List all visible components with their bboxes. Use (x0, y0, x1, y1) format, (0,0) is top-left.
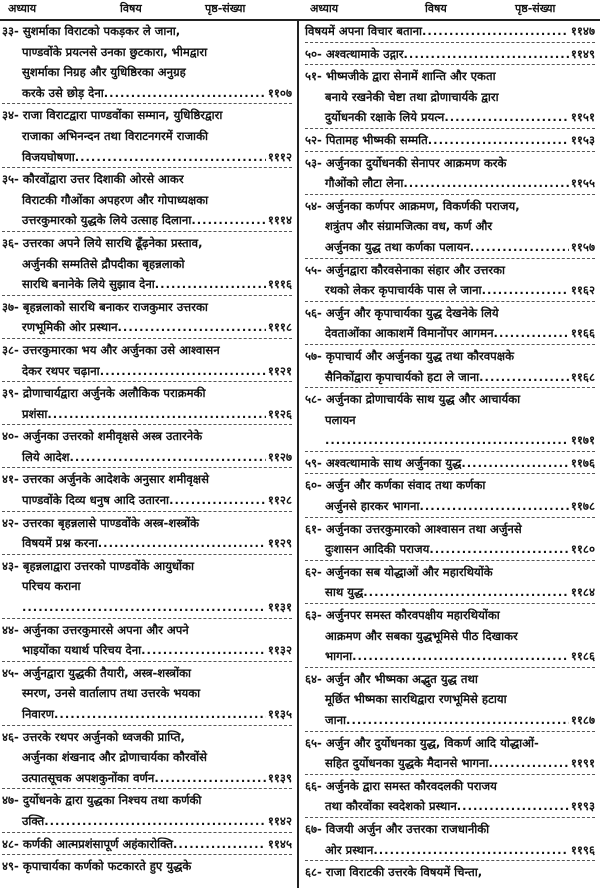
entry-text-line: रथको लेकर कृपाचार्यके पास ले जाना (325, 283, 482, 298)
entry-separator (305, 731, 595, 732)
entry-text-line: ५३- अर्जुनका दुर्योधनकी सेनापर आक्रमण करके (305, 155, 507, 170)
entry-separator (305, 451, 595, 452)
dot-leader (403, 173, 569, 194)
entry-text-line: दुःशासन आदिकी पराजय (325, 542, 430, 557)
entry-text-line: पाण्डवोंके दिव्य धनुष आदि उतारना (22, 493, 170, 508)
toc-entry (2, 727, 292, 789)
dot-leader (346, 710, 569, 731)
page-number: ११८६ (570, 649, 595, 664)
dot-leader (100, 361, 266, 382)
entry-page-row (305, 710, 595, 731)
entry-page-row (305, 646, 595, 667)
toc-entry (305, 21, 595, 42)
page-number: ११४९ (570, 46, 595, 61)
toc-entry (2, 790, 292, 831)
page-number: ११५३ (570, 132, 595, 147)
entry-text-line: विषयमें प्रश्न करना (22, 536, 98, 551)
entry-text-line: देकर रथपर चढ़ाना (22, 363, 100, 378)
entry-text-line: ३४- राजा विराटद्वारा पाण्डवोंका सम्मान, युधिष्ठिरद्वारा (2, 108, 223, 123)
entry-separator (305, 42, 595, 43)
entry-text-line: करके उसे छोड़ देना (22, 85, 104, 100)
entry-text-line: शत्रुंतप और संग्रामजित्का वध, कर्ण और (325, 219, 493, 234)
entry-text-line: स्मरण, उनसे वार्तालाप तथा उत्तरके भयका (22, 686, 201, 701)
page-number: ११३१ (267, 600, 292, 615)
entry-text-line: साथ युद्ध (325, 585, 364, 600)
dot-leader (429, 539, 569, 560)
entry-separator (2, 231, 292, 232)
entry-text-line: ६१- अर्जुनका उत्तरकुमारको आश्वासन तथा अर्जुनसे (305, 521, 522, 536)
entry-text-line: अर्जुनका युद्ध तथा कर्णका पलायन (325, 239, 470, 254)
page-number: ११७६ (570, 455, 595, 470)
entry-text-line: ६६- अर्जुनके द्वारा समस्त कौरवदलकी पराजय (305, 778, 497, 793)
toc-entry (305, 819, 595, 860)
entry-text-line: जाना (325, 713, 347, 727)
entry-separator (305, 64, 595, 65)
entry-separator (2, 295, 292, 296)
entry-page-row (305, 539, 595, 560)
entry-text-line: विराटकी गौओंका अपहरण और गोपाध्यक्षका (22, 192, 209, 207)
entry-text-line: विषयमें अपना विचार बताना (305, 24, 423, 38)
entry-separator (305, 194, 595, 195)
entry-separator (2, 511, 292, 512)
dot-leader (47, 404, 266, 425)
entry-separator (305, 301, 595, 302)
page-number: १११२ (267, 149, 292, 164)
entry-page-row (2, 640, 292, 661)
entry-text-line: प्रशंसा (22, 406, 48, 421)
toc-entry (2, 620, 292, 661)
dot-leader (173, 834, 266, 855)
entry-text-line: ५४- अर्जुनका कर्णपर आक्रमण, विकर्णकी पराजय, (305, 198, 520, 213)
entry-separator (2, 618, 292, 619)
toc-entry (2, 663, 292, 725)
entry-text-line: सुशर्माका निग्रह और युधिष्ठिरका अनुग्रह (22, 65, 186, 80)
entry-page-row (2, 210, 292, 231)
entry-text-line: ६०- अर्जुन और कर्णका संवाद तथा कर्णका (305, 478, 486, 493)
page-number: ११८० (570, 542, 595, 557)
entry-page-row (2, 83, 292, 104)
dot-leader (419, 496, 568, 517)
page-number: ११६८ (570, 369, 595, 384)
entry-text-line: परिचय कराना (22, 579, 81, 594)
entry-separator (305, 344, 595, 345)
entry-page-row (305, 280, 595, 301)
toc-entry (305, 519, 595, 560)
dot-leader (75, 147, 266, 168)
dot-leader (373, 840, 569, 861)
toc-entry (305, 475, 595, 516)
dot-leader (44, 811, 266, 832)
page-number: ११४२ (267, 813, 292, 828)
entry-text-line: ६४- अर्जुन और भीष्मका अद्भुत युद्ध तथा (305, 671, 478, 686)
entry-page-row (2, 811, 292, 832)
entry-text-line: देवताओंका आकाशमें विमानोंपर आगमन (325, 326, 494, 341)
page-number: ११४५ (267, 836, 292, 851)
entry-text-line: ५९- अश्वत्थामाके साथ अर्जुनका युद्ध (305, 455, 462, 470)
entry-page-row (305, 21, 595, 42)
page-number: ११८४ (570, 585, 595, 600)
page-number: ११५७ (570, 239, 595, 254)
dot-leader (22, 597, 266, 618)
left-column (2, 21, 292, 877)
entry-text-line: उत्पातसूचक अपशकुनोंका वर्णन (22, 770, 155, 785)
entry-text-line: ५८- अर्जुनका द्रोणाचार्यके साथ युद्ध और आचार्यका (305, 392, 521, 407)
dot-leader (191, 210, 266, 231)
entry-page-row (305, 130, 595, 151)
toc-entry (2, 556, 292, 618)
entry-text-line: ३३- सुशर्माका विराटको पकड़कर ले जाना, (2, 24, 181, 38)
page-number: ११५१ (570, 110, 595, 125)
entry-separator (2, 467, 292, 468)
page-number: ११०७ (267, 85, 292, 100)
page-number: ११२१ (267, 363, 292, 378)
entry-page-row (2, 361, 292, 382)
entry-text-line: उक्ति (22, 813, 45, 828)
dot-leader (98, 533, 266, 554)
entry-text-line: आक्रमण और सबका युद्धभूमिसे पीठ दिखाकर (325, 628, 518, 643)
entry-text-line: ३५- कौरवोंद्वारा उत्तर दिशाकी ओरसे आकर (2, 172, 184, 187)
entry-text-line: ४३- बृहन्नलाद्वारा उत्तरको पाण्डवोंके आयुधोंका (2, 558, 194, 573)
dot-leader (457, 796, 569, 817)
dot-leader (169, 490, 266, 511)
entry-text-line: ६५- अर्जुन और दुर्योधनका युद्ध, विकर्ण आदि योद्धाओं- (305, 735, 539, 750)
page-number: ११७८ (570, 499, 595, 514)
entry-text-line: ३८- उत्तरकुमारका भय और अर्जुनका उसे आश्वासन (2, 342, 220, 357)
entry-text-line: ६७- विजयी अर्जुन और उत्तरका राजधानीकी (305, 821, 490, 836)
entry-text-line: पलायन (325, 412, 356, 427)
entry-text-line: अर्जुनका शंखनाद और द्रोणाचार्यका कौरवोंसे (22, 750, 207, 765)
entry-page-row (305, 840, 595, 861)
entry-text-line: बनाये रखनेकी चेष्टा तथा द्रोणाचार्यके द्वारा (325, 89, 499, 104)
entry-text-line: ४५- अर्जुनद्वारा युद्धकी तैयारी, अस्त्र-शस्त्रोंका (2, 665, 191, 680)
entry-separator (305, 258, 595, 259)
toc-entry (305, 346, 595, 387)
toc-entry (305, 303, 595, 344)
entry-text-line: भागना (325, 649, 353, 664)
entry-text-line: ५७- कृपाचार्य और अर्जुनका युद्ध तथा कौरवपक्षके (305, 348, 514, 363)
entry-text-line: विजयघोषणा (22, 149, 75, 164)
entry-page-row (305, 323, 595, 344)
entry-page-row (305, 753, 595, 774)
entry-text-line: ओर प्रस्थान (325, 842, 374, 857)
entry-separator (2, 725, 292, 726)
entry-page-row (2, 274, 292, 295)
entry-text-line: सारथि बनानेके लिये सुझाव देना (22, 277, 155, 292)
entry-text-line: ३६- उत्तरका अपने लिये सारथि ढूँढ़नेका प्रस्ताव, (2, 235, 203, 250)
entry-text-line: ६३- अर्जुनपर समस्त कौरवपक्षीय महारथियोंका (305, 608, 500, 623)
entry-text-line: ४६- उत्तरके रथपर अर्जुनको ध्वजकी प्राप्ति, (2, 729, 185, 744)
toc-entry (305, 669, 595, 731)
page-number: ११४७ (570, 24, 595, 38)
entry-text-line: अर्जुनसे हारकर भागना (325, 499, 420, 514)
toc-entry (305, 389, 595, 451)
dot-leader (154, 768, 266, 789)
page-number: ११२६ (267, 406, 292, 421)
entry-page-row (2, 533, 292, 554)
toc-entry (2, 297, 292, 338)
entry-separator (305, 517, 595, 518)
entry-separator (305, 667, 595, 668)
toc-entry (305, 453, 595, 474)
entry-text-line: अर्जुनकी सम्मतिसे द्रौपदीका बृहन्नलाको (22, 256, 185, 271)
page-number: ११२७ (267, 449, 292, 464)
toc-entry (2, 105, 292, 167)
entry-separator (2, 424, 292, 425)
toc-entry (2, 426, 292, 467)
toc-entry (305, 605, 595, 667)
page-number: १११६ (267, 277, 292, 292)
entry-page-row (2, 317, 292, 338)
entry-page-row (2, 597, 292, 618)
entry-separator (2, 554, 292, 555)
toc-entry (2, 856, 292, 877)
entry-page-row (305, 796, 595, 817)
toc-entry (2, 383, 292, 424)
dot-leader (461, 453, 569, 474)
entry-text-line: राजाका अभिनन्दन तथा विराटनगरमें राजाकी (22, 128, 208, 143)
entry-text-line: सैनिकोंद्वारा कृपाचार्यको हटा ले जाना (325, 369, 480, 384)
header-page-left: पृष्ठ-संख्या (205, 2, 246, 15)
dot-leader (488, 753, 568, 774)
entry-page-row (2, 447, 292, 468)
page-number: ११९३ (570, 799, 595, 814)
dot-leader (494, 323, 569, 344)
entry-text-line: मूर्छित भीष्मका सारथिद्वारा रणभूमिसे हटाया (325, 692, 507, 707)
header-page-right: पृष्ठ-संख्या (515, 2, 556, 15)
page-number: ११३५ (267, 707, 292, 721)
entry-page-row (2, 704, 292, 725)
entry-text-line: ५०- अश्वत्थामाके उद्गार (305, 46, 404, 61)
entry-separator (305, 817, 595, 818)
entry-separator (2, 661, 292, 662)
entry-page-row (2, 404, 292, 425)
header-chapter-right: अध्याय (310, 2, 339, 15)
entry-page-row (305, 107, 595, 128)
entry-text-line: ६८- राजा विराटकी उत्तरके विषयमें चिन्ता, (305, 865, 483, 880)
dot-leader (422, 21, 569, 42)
entry-text-line: ४०- अर्जुनका उत्तरको शमीवृक्षसे अस्त्र उतारनेके (2, 429, 203, 444)
entry-separator (305, 473, 595, 474)
dot-leader (352, 646, 569, 667)
entry-text-line: ३७- बृहन्नलाको सारथि बनाकर राजकुमार उत्तरका (2, 299, 208, 314)
entry-text-line: ४१- उत्तरका अर्जुनके आदेशके अनुसार शमीवृक्षसे (2, 472, 209, 487)
toc-entry (305, 733, 595, 774)
page-number: ११७१ (570, 433, 595, 448)
header-subject-right: विषय (425, 2, 447, 15)
entry-separator (305, 151, 595, 152)
dot-leader (54, 704, 266, 725)
toc-entry (305, 562, 595, 603)
entry-page-row (305, 430, 595, 451)
column-divider (297, 19, 299, 888)
toc-entry (2, 21, 292, 103)
entry-page-row (305, 237, 595, 258)
entry-text-line: ६२- अर्जुनका सब योद्धाओं और महारथियोंके (305, 564, 493, 579)
dot-leader (325, 430, 569, 451)
entry-text-line: ४२- उत्तरका बृहन्नलासे पाण्डवोंके अस्त्र-शस्त्रोंके (2, 515, 200, 530)
entry-text-line: ४९- कृपाचार्यका कर्णको फटकारते हुए युद्धके (2, 859, 192, 874)
toc-entry (305, 196, 595, 258)
entry-page-row (2, 834, 292, 855)
entry-separator (305, 774, 595, 775)
toc-entry (305, 130, 595, 151)
entry-page-row (305, 173, 595, 194)
entry-separator (2, 381, 292, 382)
toc-entry (2, 233, 292, 295)
dot-leader (482, 280, 569, 301)
dot-leader (70, 447, 266, 468)
entry-page-row (305, 44, 595, 65)
dot-leader (104, 83, 266, 104)
dot-leader (118, 317, 266, 338)
dot-leader (479, 367, 569, 388)
entry-page-row (2, 490, 292, 511)
entry-text-line: गौओंको लौटा लेना (325, 176, 404, 191)
page-number: ११९१ (570, 756, 595, 771)
entry-page-row (305, 582, 595, 603)
page-number: ११५५ (570, 176, 595, 191)
toc-entry (2, 469, 292, 510)
dot-leader (141, 640, 266, 661)
page-number: ११६६ (570, 326, 595, 341)
page-number: ११८७ (570, 713, 595, 727)
entry-page-row (305, 453, 595, 474)
entry-text-line: ४७- दुर्योधनके द्वारा युद्धका निश्चय तथा कर्णकी (2, 793, 202, 808)
entry-text-line: ५६- अर्जुन और कृपाचार्यका युद्ध देखनेके लिये (305, 305, 499, 320)
entry-text-line: भाइयोंका यथार्थ परिचय देना (22, 643, 142, 658)
entry-text-line: ४८- कर्णकी आत्मप्रशंसापूर्ण अहंकारोक्ति (2, 836, 173, 851)
entry-separator (2, 103, 292, 104)
entry-separator (2, 832, 292, 833)
entry-separator (305, 860, 595, 861)
dot-leader (428, 130, 569, 151)
entry-page-row (2, 147, 292, 168)
right-column (305, 21, 595, 883)
entry-separator (2, 854, 292, 855)
page-number: ११२८ (267, 493, 292, 508)
page-number: १११४ (267, 213, 292, 228)
entry-text-line: पाण्डवोंके प्रयत्नसे उनका छुटकारा, भीमद्वारा (22, 44, 208, 59)
dot-leader (404, 44, 569, 65)
entry-separator (305, 603, 595, 604)
entry-text-line: सहित दुर्योधनका युद्धके मैदानसे भागना (325, 756, 489, 771)
entry-text-line: निवारण (22, 707, 55, 721)
toc-entry (2, 169, 292, 231)
entry-text-line: तथा कौरवोंका स्वदेशको प्रस्थान (325, 799, 457, 814)
toc-entry (305, 44, 595, 65)
header-subject-left: विषय (120, 2, 142, 15)
entry-separator (2, 788, 292, 789)
toc-entry (305, 153, 595, 194)
toc-entry (2, 340, 292, 381)
entry-page-row (305, 496, 595, 517)
page-number: ११९६ (570, 842, 595, 857)
entry-separator (2, 338, 292, 339)
entry-text-line: रणभूमिकी ओर प्रस्थान (22, 320, 118, 335)
page-number: ११३२ (267, 643, 292, 658)
entry-separator (305, 560, 595, 561)
dot-leader (363, 582, 569, 603)
toc-entry (305, 862, 595, 883)
entry-text-line: ५५- अर्जुनद्वारा कौरवसेनाका संहार और उत्तरका (305, 262, 505, 277)
toc-entry (2, 834, 292, 855)
entry-text-line: उत्तरकुमारको युद्धके लिये उत्साह दिलाना (22, 213, 192, 228)
entry-text-line: ५१- भीष्मजीके द्वारा सेनामें शान्ति और एकता (305, 69, 496, 84)
dot-leader (444, 107, 569, 128)
page-number: १११८ (267, 320, 292, 335)
entry-text-line: ३९- द्रोणाचार्यद्वारा अर्जुनके अलौकिक पराक्रमकी (2, 386, 206, 401)
entry-separator (2, 167, 292, 168)
entry-text-line: ५२- पितामह भीष्मकी सम्मति (305, 132, 428, 147)
dot-leader (155, 274, 266, 295)
page-number: ११३९ (267, 770, 292, 785)
entry-text-line: लिये आदेश (22, 449, 70, 464)
page-number: ११२९ (267, 536, 292, 551)
toc-entry (305, 66, 595, 128)
page-number: ११६२ (570, 283, 595, 298)
header-chapter-left: अध्याय (8, 2, 37, 15)
entry-page-row (2, 768, 292, 789)
entry-separator (305, 128, 595, 129)
entry-page-row (305, 367, 595, 388)
toc-entry (305, 776, 595, 817)
entry-separator (305, 387, 595, 388)
toc-entry (2, 513, 292, 554)
dot-leader (470, 237, 569, 258)
toc-entry (305, 260, 595, 301)
entry-text-line: दुर्योधनकी रक्षाके लिये प्रयत्न (325, 110, 445, 125)
entry-text-line: ४४- अर्जुनका उत्तरकुमारसे अपना और अपने (2, 622, 189, 637)
